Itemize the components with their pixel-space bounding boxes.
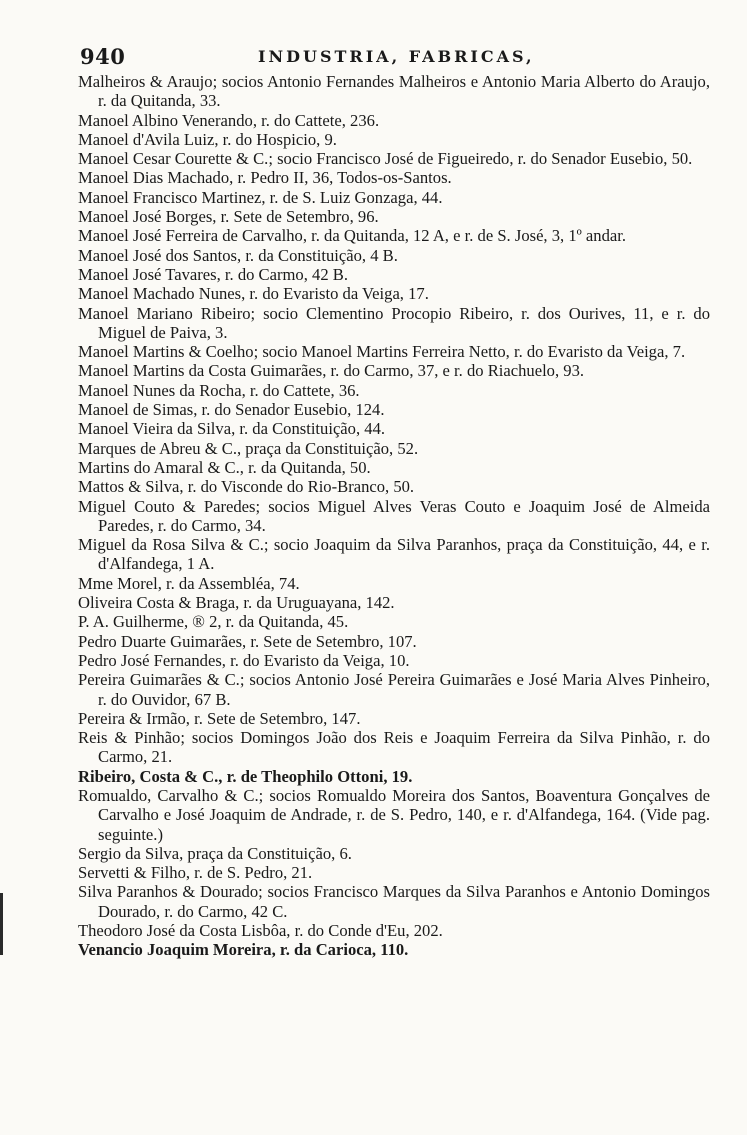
directory-entry: Manoel Francisco Martinez, r. de S. Luiz Gonzaga, 44.: [78, 187, 443, 207]
directory-entry: Silva Paranhos & Dourado; socios Francisco Marques da Silva Paranhos e Antonio Domingos Dourado, r. do Carmo, 42 C.: [78, 882, 710, 921]
directory-entry: Manoel d'Avila Luiz, r. do Hospicio, 9.: [78, 129, 337, 149]
running-title: INDUSTRIA, FABRICAS,: [258, 47, 535, 66]
directory-entry: Manoel Dias Machado, r. Pedro II, 36, Todos-os-Santos.: [78, 168, 452, 188]
directory-entry: Manoel Albino Venerando, r. do Cattete, 236.: [78, 110, 380, 130]
directory-entry: Martins do Amaral & C., r. da Quitanda, 50.: [78, 457, 371, 477]
directory-entry: Malheiros & Araujo; socios Antonio Fernandes Malheiros e Antonio Maria Alberto do Araujo, r. da Quitanda, 33.: [78, 72, 710, 111]
directory-entry: Pereira Guimarães & C.; socios Antonio José Pereira Guimarães e José Maria Alves Pinheiro, r. do Ouvidor, 67 B.: [78, 670, 710, 709]
directory-entry: Manoel Mariano Ribeiro; socio Clementino Procopio Ribeiro, r. dos Ourives, 11, e r. do Miguel de Paiva, 3.: [78, 303, 710, 342]
directory-entry: Manoel Martins da Costa Guimarães, r. do Carmo, 37, e r. do Riachuelo, 93.: [78, 361, 585, 381]
directory-entry: Manoel José Tavares, r. do Carmo, 42 B.: [78, 264, 348, 284]
directory-entry: Manoel Cesar Courette & C.; socio Francisco José de Figueiredo, r. do Senador Eusebio, 50.: [78, 149, 693, 169]
page-header: [80, 44, 710, 68]
binding-edge-mark: [0, 893, 3, 955]
directory-entry: Marques de Abreu & C., praça da Constituição, 52.: [78, 438, 419, 458]
directory-entries: [78, 72, 710, 960]
directory-entry: Pedro José Fernandes, r. do Evaristo da Veiga, 10.: [78, 650, 410, 670]
directory-entry: Pedro Duarte Guimarães, r. Sete de Setembro, 107.: [78, 631, 417, 651]
directory-entry: Manoel José Borges, r. Sete de Setembro, 96.: [78, 207, 379, 227]
directory-entry: Venancio Joaquim Moreira, r. da Carioca, 110.: [78, 940, 409, 960]
directory-entry: Servetti & Filho, r. de S. Pedro, 21.: [78, 863, 313, 883]
directory-entry: Mme Morel, r. da Assembléa, 74.: [78, 573, 300, 593]
directory-entry: Miguel Couto & Paredes; socios Miguel Alves Veras Couto e Joaquim José de Almeida Paredes, r. do Carmo, 34.: [78, 496, 710, 535]
directory-entry: Ribeiro, Costa & C., r. de Theophilo Ottoni, 19.: [78, 766, 413, 786]
directory-entry: Manoel Machado Nunes, r. do Evaristo da Veiga, 17.: [78, 284, 429, 304]
directory-entry: Sergio da Silva, praça da Constituição, 6.: [78, 843, 352, 863]
directory-entry: Reis & Pinhão; socios Domingos João dos Reis e Joaquim Ferreira da Silva Pinhão, r. do Carmo, 21.: [78, 728, 710, 767]
directory-entry: Mattos & Silva, r. do Visconde do Rio-Branco, 50.: [78, 477, 415, 497]
directory-entry: P. A. Guilherme, ® 2, r. da Quitanda, 45.: [78, 612, 349, 632]
page-number: 940: [80, 44, 126, 69]
directory-entry: Pereira & Irmão, r. Sete de Setembro, 147.: [78, 708, 361, 728]
directory-entry: Theodoro José da Costa Lisbôa, r. do Conde d'Eu, 202.: [78, 921, 443, 941]
directory-entry: Miguel da Rosa Silva & C.; socio Joaquim da Silva Paranhos, praça da Constituição, 44, e r. d'Alfandega, 1 A.: [78, 535, 710, 574]
directory-entry: Manoel José dos Santos, r. da Constituição, 4 B.: [78, 245, 398, 265]
directory-entry: Manoel José Ferreira de Carvalho, r. da Quitanda, 12 A, e r. de S. José, 3, 1º andar.: [78, 226, 626, 246]
directory-entry: Romualdo, Carvalho & C.; socios Romualdo Moreira dos Santos, Boaventura Gonçalves de Carvalho e José Joaquim de Andrade, r. de S. Pedro, 140, e r. d'Alfandega, 164. (Vide pag. seguinte.): [78, 785, 710, 844]
directory-entry: Manoel Martins & Coelho; socio Manoel Martins Ferreira Netto, r. do Evaristo da Veiga, 7.: [78, 342, 686, 362]
directory-entry: Manoel Nunes da Rocha, r. do Cattete, 36.: [78, 380, 360, 400]
directory-entry: Manoel de Simas, r. do Senador Eusebio, 124.: [78, 400, 385, 420]
directory-entry: Manoel Vieira da Silva, r. da Constituição, 44.: [78, 419, 386, 439]
directory-entry: Oliveira Costa & Braga, r. da Uruguayana, 142.: [78, 593, 395, 613]
